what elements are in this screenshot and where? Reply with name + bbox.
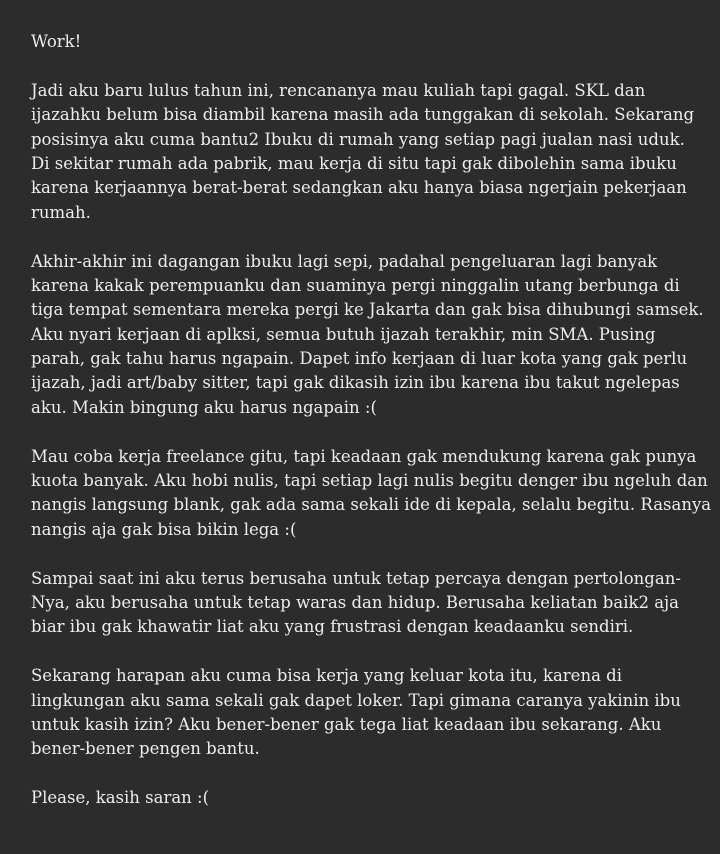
- paragraph-spacer: [31, 54, 692, 78]
- paragraph-line: biar ibu gak khawatir liat aku yang frustrasi dengan keadaanku sendiri.: [31, 617, 634, 637]
- paragraph-line: nangis aja gak bisa bikin lega :(: [31, 519, 297, 539]
- paragraph-line: Nya, aku berusaha untuk tetap waras dan hidup. Berusaha keliatan baik2 aja: [31, 592, 680, 612]
- paragraph-line: Di sekitar rumah ada pabrik, mau kerja di situ tapi gak dibolehin sama ibuku: [31, 153, 677, 173]
- paragraph-line: untuk kasih izin? Aku bener-bener gak tega liat keadaan ibu sekarang. Aku: [31, 714, 662, 734]
- paragraph-2: [31, 250, 704, 421]
- paragraph-line: Jadi aku baru lulus tahun ini, rencananya mau kuliah tapi gagal. SKL dan: [31, 80, 646, 100]
- paragraph-line: Akhir-akhir ini dagangan ibuku lagi sepi, padahal pengeluaran lagi banyak: [31, 251, 658, 271]
- paragraph-spacer: [31, 640, 692, 664]
- closing-line: Please, kasih saran :(: [31, 788, 210, 808]
- paragraph-line: ijazah, jadi art/baby sitter, tapi gak dikasih izin ibu karena ibu takut ngelepas: [31, 373, 680, 393]
- document-title: Work!: [31, 32, 82, 51]
- paragraph-1: [31, 79, 695, 225]
- paragraph-line: Sekarang harapan aku cuma bisa kerja yang keluar kota itu, karena di: [31, 666, 622, 686]
- paragraph-line: kuota banyak. Aku hobi nulis, tapi setiap lagi nulis begitu denger ibu ngeluh dan: [31, 471, 708, 491]
- paragraph-5: [31, 664, 692, 762]
- paragraph-4: [31, 567, 692, 640]
- paragraph-line: ijazahku belum bisa diambil karena masih ada tunggakan di sekolah. Sekarang: [31, 105, 695, 125]
- paragraph-line: karena kakak perempuanku dan suaminya pergi ninggalin utang berbunga di: [31, 275, 680, 295]
- paragraph-line: Mau coba kerja freelance gitu, tapi keadaan gak mendukung karena gak punya: [31, 446, 697, 466]
- paragraph-line: karena kerjaannya berat-berat sedangkan aku hanya biasa ngerjain pekerjaan: [31, 178, 687, 198]
- paragraph-spacer: [31, 542, 692, 566]
- paragraph-3: [31, 445, 712, 543]
- paragraph-line: nangis langsung blank, gak ada sama sekali ide di kepala, selalu begitu. Rasanya: [31, 495, 712, 515]
- paragraph-line: bener-bener pengen bantu.: [31, 739, 260, 759]
- paragraph-spacer: [31, 762, 692, 786]
- paragraph-line: Aku nyari kerjaan di aplksi, semua butuh ijazah terakhir, min SMA. Pusing: [31, 324, 656, 344]
- paragraph-line: tiga tempat sementara mereka pergi ke Jakarta dan gak bisa dihubungi samsek.: [31, 300, 704, 320]
- paragraph-line: posisinya aku cuma bantu2 Ibuku di rumah yang setiap pagi jualan nasi uduk.: [31, 129, 685, 149]
- paragraph-line: parah, gak tahu harus ngapain. Dapet info kerjaan di luar kota yang gak perlu: [31, 349, 688, 369]
- paragraph-line: lingkungan aku sama sekali gak dapet loker. Tapi gimana caranya yakinin ibu: [31, 690, 681, 710]
- paragraph-line: rumah.: [31, 202, 91, 222]
- paragraph-spacer: [31, 225, 692, 249]
- paragraph-spacer: [31, 420, 692, 444]
- paragraph-line: aku. Makin bingung aku harus ngapain :(: [31, 397, 377, 417]
- paragraph-line: Sampai saat ini aku terus berusaha untuk tetap percaya dengan pertolongan-: [31, 568, 681, 588]
